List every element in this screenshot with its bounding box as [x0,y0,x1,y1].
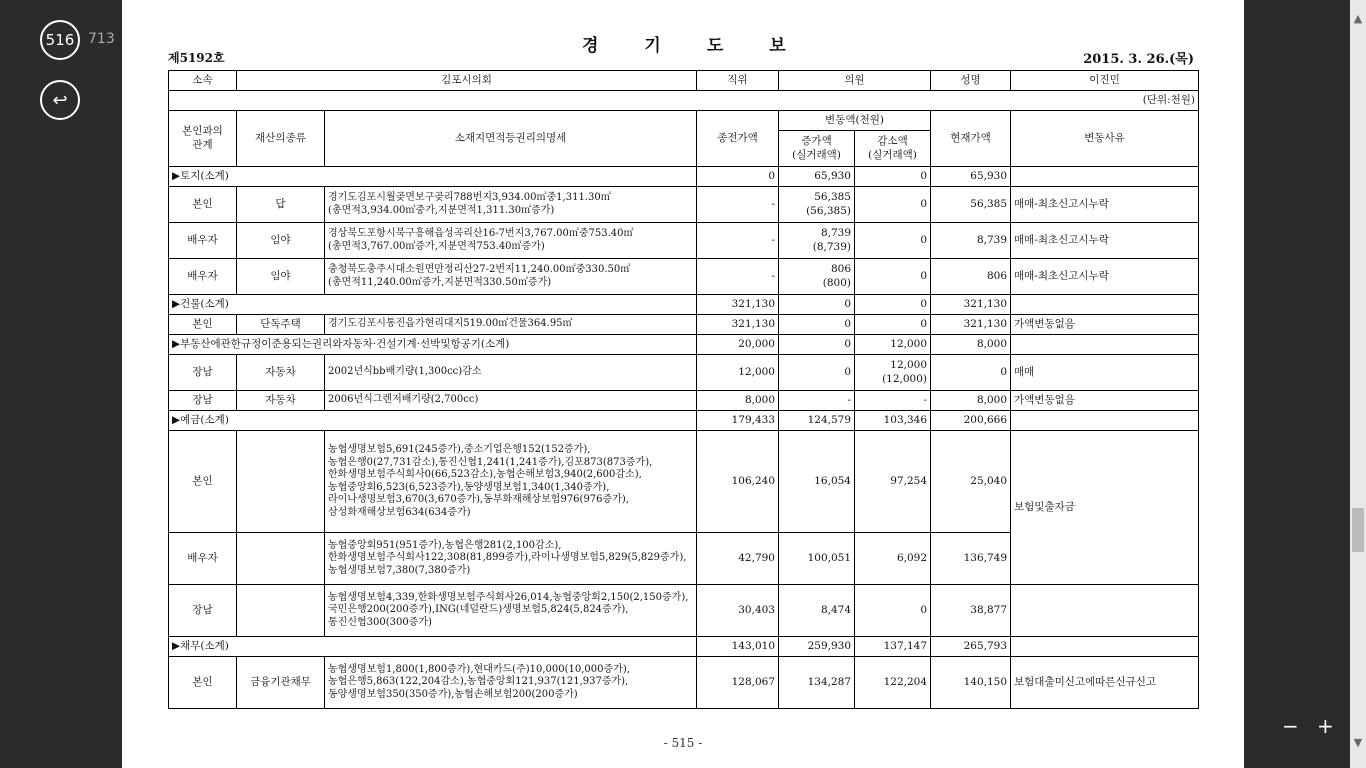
current-value: 8,000 [931,335,1011,355]
description-cell: 경기도김포시월곶면보구곶리788번지3,934.00㎡중1,311.30㎡ (총면적3,934.00㎡중가,지분면적1,311.30㎡증가) [325,187,697,223]
document-page [122,0,1244,768]
gazette-title: 경기도보 [582,36,832,56]
current-value: 806 [931,259,1011,295]
position-label: 직위 [697,71,779,91]
current-page-indicator[interactable]: 516 [40,20,80,60]
relation-cell: 본인 [169,657,237,709]
asset-type-cell: 자동차 [237,355,325,391]
current-value: 25,040 [931,431,1011,533]
asset-row [169,315,1199,335]
relation-cell: 장남 [169,585,237,637]
decrease-value: 103,346 [855,411,931,431]
header-reason: 변동사유 [1011,111,1199,167]
position-value: 의원 [779,71,931,91]
vertical-scrollbar[interactable] [1350,0,1366,768]
description-cell: 농협생명보험4,339,한화생명보험주식회사26,014,농협중앙회2,150(2,150증가), 국민은행200(200증가),ING(네덜란드)생명보험5,824(5,824증가), 통진신협300(300증가) [325,585,697,637]
increase-value: 16,054 [779,431,855,533]
current-value: 136,749 [931,533,1011,585]
current-value: 200,666 [931,411,1011,431]
header-type: 재산의종류 [237,111,325,167]
asset-type-cell: 단독주택 [237,315,325,335]
subtotal-row [169,411,1199,431]
reason-cell: 보험대출미신고에따른신규신고 [1011,657,1199,709]
header-prev: 종전가액 [697,111,779,167]
description-cell: 충청북도충주시대소원면만정리산27-2번지11,240.00㎡중330.50㎡ (총면적11,240.00㎡증가,지분면적330.50㎡증가) [325,259,697,295]
description-cell: 농협생명보험5,691(245증가),중소기업은행152(152증가), 농협은행0(27,731감소),통진신협1,241(1,241증가),김포873(873증가), 한화생명보험주식회사0(66,523감소),농협손해보험3,940(2,600감소), 농협중앙회6,523(6,523증가),동양생명보험1,340(1,340증가), 라이나생명보험3,670(3,670증가),동부화재해상보험976(976증가), 삼성화재해상보험634(634증가) [325,431,697,533]
info-row [169,71,1199,91]
decrease-value: 0 [855,295,931,315]
asset-table [168,70,1199,709]
increase-value: 8,474 [779,585,855,637]
relation-cell: 본인 [169,431,237,533]
decrease-value: - [855,391,931,411]
asset-row [169,259,1199,295]
description-cell: 농협생명보험1,800(1,800증가),현대카드(주)10,000(10,000증가), 농협은행5,863(122,204감소),농협중앙회121,937(121,937증가), 동양생명보험350(350증가),농협손해보험200(200증가) [325,657,697,709]
header-row-1 [169,111,1199,131]
description-cell: 2006년식그렌저배기량(2,700cc) [325,391,697,411]
prev-value: 128,067 [697,657,779,709]
asset-row [169,223,1199,259]
prev-value: 321,130 [697,315,779,335]
reason-cell: 매매-최초신고시누락 [1011,259,1199,295]
issue-date: 2015. 3. 26.(목) [1083,52,1194,67]
decrease-value: 0 [855,315,931,335]
name-value: 이진민 [1011,71,1199,91]
current-value: 321,130 [931,295,1011,315]
reason-cell [1011,585,1199,637]
current-value: 38,877 [931,585,1011,637]
current-value: 8,739 [931,223,1011,259]
reason-cell: 가액변동없음 [1011,391,1199,411]
asset-type-cell [237,431,325,533]
decrease-value: 0 [855,187,931,223]
header-relation: 본인과의 관계 [169,111,237,167]
affiliation-label: 소속 [169,71,237,91]
header-desc: 소재지면적등권리의명세 [325,111,697,167]
relation-cell: 장남 [169,355,237,391]
asset-type-cell: 금융기관채무 [237,657,325,709]
relation-cell: 배우자 [169,259,237,295]
reason-cell [1011,335,1199,355]
decrease-value: 137,147 [855,637,931,657]
reason-cell: 매매 [1011,355,1199,391]
asset-type-cell [237,585,325,637]
decrease-value: 0 [855,259,931,295]
increase-value: 65,930 [779,167,855,187]
decrease-value: 0 [855,167,931,187]
zoom-in-button[interactable]: + [1317,714,1334,738]
asset-row [169,431,1199,533]
asset-type-cell: 답 [237,187,325,223]
prev-value: - [697,187,779,223]
description-cell: 경기도김포시통진읍가현리대지519.00㎡건물364.95㎡ [325,315,697,335]
increase-value: 134,287 [779,657,855,709]
current-value: 265,793 [931,637,1011,657]
prev-value: 0 [697,167,779,187]
prev-value: 321,130 [697,295,779,315]
increase-value: 0 [779,355,855,391]
description-cell: 2002년식bb배기량(1,300cc)감소 [325,355,697,391]
reason-cell [1011,637,1199,657]
right-rail [1244,0,1350,768]
subtotal-row [169,167,1199,187]
header-dec: 감소액 (실거래액) [855,131,931,167]
prev-value: 20,000 [697,335,779,355]
increase-value: 259,930 [779,637,855,657]
prev-value: 42,790 [697,533,779,585]
unit-row [169,91,1199,111]
decrease-value: 97,254 [855,431,931,533]
increase-value: 806 (800) [779,259,855,295]
subtotal-row [169,295,1199,315]
decrease-value: 6,092 [855,533,931,585]
zoom-out-button[interactable]: − [1282,714,1299,738]
prev-value: - [697,223,779,259]
subtotal-row [169,637,1199,657]
current-value: 8,000 [931,391,1011,411]
asset-row [169,187,1199,223]
decrease-value: 0 [855,585,931,637]
current-value: 321,130 [931,315,1011,335]
current-value: 65,930 [931,167,1011,187]
prev-value: 106,240 [697,431,779,533]
subtotal-label: ▶토지(소계) [169,167,697,187]
prev-value: 30,403 [697,585,779,637]
reason-cell [1011,167,1199,187]
decrease-value: 12,000 (12,000) [855,355,931,391]
asset-type-cell: 임야 [237,259,325,295]
asset-row [169,391,1199,411]
increase-value: - [779,391,855,411]
asset-type-cell: 임야 [237,223,325,259]
scroll-down-icon[interactable]: ▼ [1353,736,1363,749]
subtotal-label: ▶부동산에관한규정이준용되는권리와자동차·건설기계·선박및항공기(소계) [169,335,697,355]
reason-cell [1011,295,1199,315]
header-curr: 현재가액 [931,111,1011,167]
prev-value: 179,433 [697,411,779,431]
relation-cell: 배우자 [169,223,237,259]
scroll-up-icon[interactable]: ▲ [1353,12,1363,25]
asset-row [169,355,1199,391]
increase-value: 0 [779,315,855,335]
subtotal-label: ▶채무(소계) [169,637,697,657]
increase-value: 8,739 (8,739) [779,223,855,259]
header-change: 변동액(천원) [779,111,931,131]
subtotal-label: ▶건물(소계) [169,295,697,315]
increase-value: 124,579 [779,411,855,431]
reason-cell [1011,411,1199,431]
subtotal-row [169,335,1199,355]
increase-value: 0 [779,335,855,355]
asset-type-cell [237,533,325,585]
issue-number: 제5192호 [168,51,225,65]
asset-row [169,657,1199,709]
total-pages: 713 [88,31,115,47]
current-value: 0 [931,355,1011,391]
current-value: 140,150 [931,657,1011,709]
affiliation-value: 김포시의회 [237,71,697,91]
prev-value: 143,010 [697,637,779,657]
description-cell: 농협중앙회951(951증가),농협은행281(2,100감소), 한화생명보험주식회사122,308(81,899증가),라이나생명보험5,829(5,829증가), 농협생명보험7,380(7,380증가) [325,533,697,585]
reason-cell: 가액변동없음 [1011,315,1199,335]
description-cell: 경상북도포항시북구흥해읍성곡리산16-7번지3,767.00㎡중753.40㎡ (총면적3,767.00㎡증가,지분면적753.40㎡증가) [325,223,697,259]
increase-value: 56,385 (56,385) [779,187,855,223]
prev-value: 12,000 [697,355,779,391]
subtotal-label: ▶예금(소계) [169,411,697,431]
page-footer-number: - 515 - [663,736,703,750]
decrease-value: 122,204 [855,657,931,709]
current-value: 56,385 [931,187,1011,223]
relation-cell: 장남 [169,391,237,411]
name-label: 성명 [931,71,1011,91]
relation-cell: 배우자 [169,533,237,585]
prev-value: - [697,259,779,295]
reason-cell: 보험및출자금 [1011,431,1199,585]
increase-value: 0 [779,295,855,315]
reason-cell: 매매-최초신고시누락 [1011,187,1199,223]
decrease-value: 12,000 [855,335,931,355]
unit-label: (단위:천원) [169,91,1199,111]
asset-row [169,585,1199,637]
asset-type-cell: 자동차 [237,391,325,411]
header-inc: 증가액 (실거래액) [779,131,855,167]
relation-cell: 본인 [169,315,237,335]
prev-value: 8,000 [697,391,779,411]
increase-value: 100,051 [779,533,855,585]
scrollbar-thumb[interactable] [1352,508,1364,552]
decrease-value: 0 [855,223,931,259]
reason-cell: 매매-최초신고시누락 [1011,223,1199,259]
back-icon[interactable]: ↩ [40,80,80,120]
relation-cell: 본인 [169,187,237,223]
